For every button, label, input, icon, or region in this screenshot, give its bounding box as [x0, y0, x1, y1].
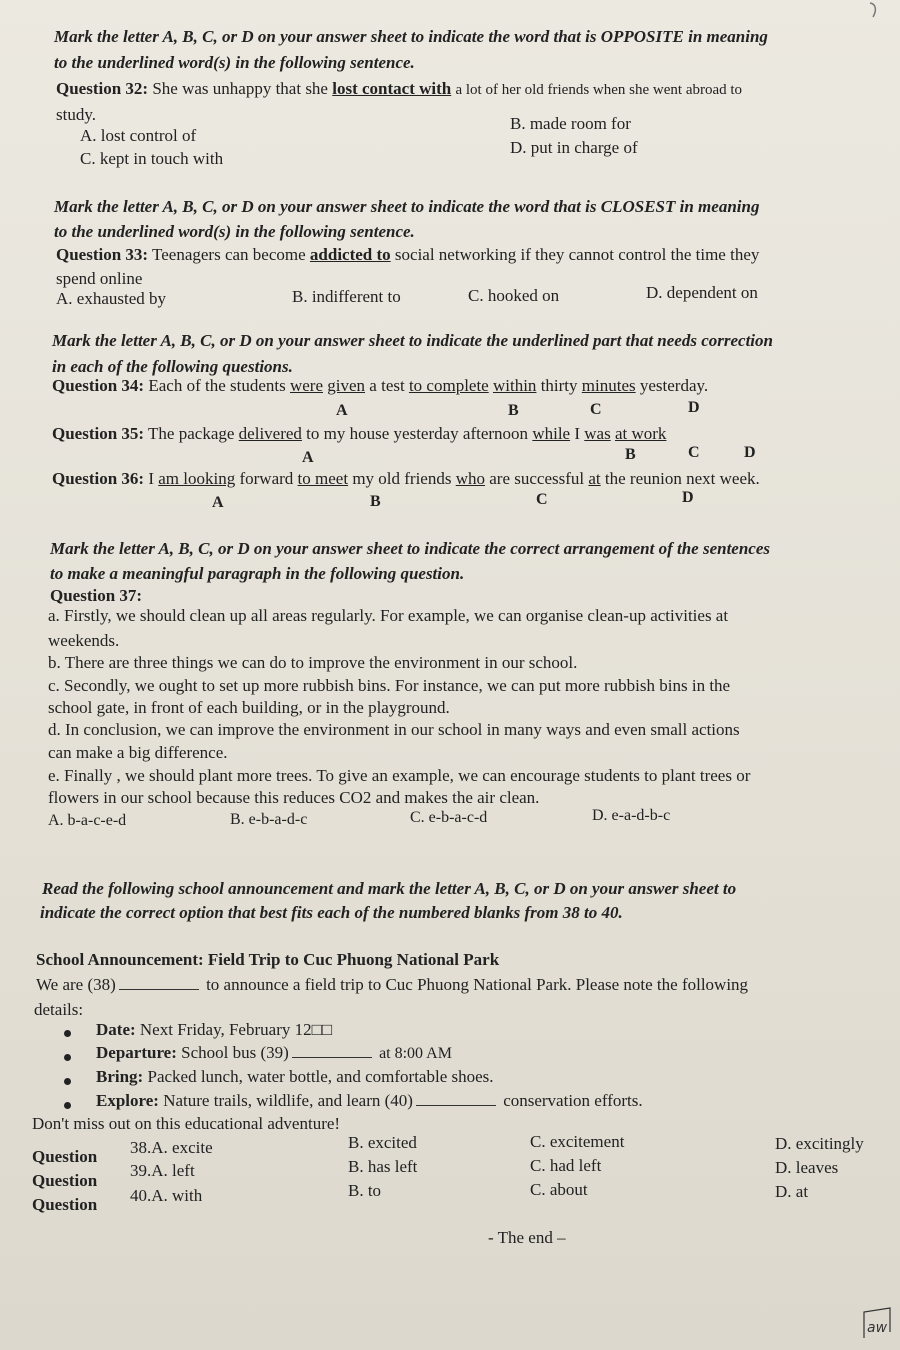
sentence-c: c. Secondly, we ought to set up more rubbish bins. For instance, we can put more rubbish bins in the: [48, 676, 731, 695]
end-marker: - The end –: [488, 1228, 566, 1247]
sentence-d: d. In conclusion, we can improve the environment in our school in many ways and even small actions: [48, 720, 740, 739]
q33-option-d: D. dependent on: [646, 283, 758, 302]
instruction-arrangement: Mark the letter A, B, C, or D on your answer sheet to indicate the correct arrangement of the sentences: [50, 539, 770, 558]
underlined-phrase: lost contact with: [332, 79, 452, 98]
q34-marker-a: A: [336, 402, 348, 419]
q36-marker-c: C: [536, 491, 548, 508]
q34-marker-c: C: [590, 401, 602, 418]
q40-number-option-a: 40.A. with: [130, 1186, 203, 1205]
q32-option-c: C. kept in touch with: [80, 149, 224, 168]
question-35: Question 35: The package delivered to my house yesterday afternoon while I was at work: [52, 424, 667, 443]
q39-option-d: D. leaves: [775, 1158, 839, 1177]
instruction-opposite-2: to the underlined word(s) in the following sentence.: [54, 53, 415, 72]
underlined-phrase: addicted to: [309, 245, 391, 264]
bullet-icon: [64, 1030, 71, 1037]
q33-option-c: C. hooked on: [468, 286, 560, 305]
q38-option-b: B. excited: [348, 1133, 417, 1152]
q40-option-c: C. about: [530, 1180, 588, 1199]
q36-marker-a: A: [212, 494, 224, 511]
instruction-announcement: Read the following school announcement and mark the letter A, B, C, or D on your answer sheet to: [42, 879, 737, 898]
question-36: Question 36: I am looking forward to meet my old friends who are successful at the reunion next week.: [52, 469, 760, 488]
announcement-title: School Announcement: Field Trip to Cuc Phuong National Park: [36, 950, 500, 969]
instruction-opposite: Mark the letter A, B, C, or D on your answer sheet to indicate the word that is OPPOSITE in meaning: [54, 27, 768, 46]
instruction-correction-2: in each of the following questions.: [52, 357, 293, 376]
question-34: Question 34: Each of the students were given a test to complete within thirty minutes yesterday.: [52, 376, 709, 395]
instruction-closest-2: to the underlined word(s) in the following sentence.: [54, 222, 415, 241]
bullet-icon: [64, 1102, 71, 1109]
q37-option-c: C. e-b-a-c-d: [410, 809, 488, 826]
bullet-icon: [64, 1078, 71, 1085]
question-32: Question 32: She was unhappy that she lost contact with a lot of her old friends when she went abroad to: [56, 79, 743, 98]
q33-option-b: B. indifferent to: [292, 287, 401, 306]
q35-marker-b: B: [625, 446, 636, 463]
q36-marker-d: D: [682, 489, 694, 506]
blank-38: [119, 975, 199, 990]
announcement-line-2: details:: [34, 1000, 84, 1019]
announcement-line-1: We are (38) to announce a field trip to Cuc Phuong National Park. Please note the following: [36, 975, 749, 994]
sentence-c-cont: school gate, in front of each building, or in the playground.: [48, 698, 450, 717]
detail-date: Date: Next Friday, February 12□□: [96, 1020, 333, 1039]
q38-option-d: D. excitingly: [775, 1134, 864, 1153]
q40-option-b: B. to: [348, 1181, 382, 1200]
announcement-closing: Don't miss out on this educational adventure!: [32, 1114, 341, 1133]
q37-option-a: A. b-a-c-e-d: [48, 812, 127, 829]
q35-marker-c: C: [688, 444, 700, 461]
handwritten-signature-icon: [860, 1302, 896, 1342]
instruction-announcement-2: indicate the correct option that best fits each of the numbered blanks from 38 to 40.: [40, 903, 623, 922]
page-corner-mark-icon: [868, 2, 880, 18]
svg-text:aw: aw: [867, 1320, 888, 1336]
question-33-cont: spend online: [56, 269, 143, 288]
q40-option-d: D. at: [775, 1182, 809, 1201]
q38-option-c: C. excitement: [530, 1132, 625, 1151]
bullet-icon: [64, 1054, 71, 1061]
q32-option-b: B. made room for: [510, 114, 631, 133]
sentence-e-cont: flowers in our school because this reduces CO2 and makes the air clean.: [48, 788, 540, 807]
q39-option-b: B. has left: [348, 1157, 418, 1176]
question-38-label: Question: [32, 1147, 98, 1166]
instruction-arrangement-2: to make a meaningful paragraph in the following question.: [50, 564, 465, 583]
question-39-label: Question: [32, 1171, 98, 1190]
q37-option-b: B. e-b-a-d-c: [230, 811, 308, 828]
sentence-a-cont: weekends.: [48, 631, 120, 650]
detail-departure: Departure: School bus (39) at 8:00 AM: [96, 1043, 452, 1062]
q39-number-option-a: 39.A. left: [130, 1161, 195, 1180]
question-32-cont: study.: [56, 105, 96, 124]
instruction-closest: Mark the letter A, B, C, or D on your answer sheet to indicate the word that is CLOSEST in meaning: [54, 197, 760, 216]
blank-40: [416, 1091, 496, 1106]
question-40-label: Question: [32, 1195, 98, 1214]
blank-39: [292, 1043, 372, 1058]
q36-marker-b: B: [370, 493, 381, 510]
q35-marker-a: A: [302, 449, 314, 466]
sentence-b: b. There are three things we can do to improve the environment in our school.: [48, 653, 578, 672]
q35-marker-d: D: [744, 444, 756, 461]
q32-option-d: D. put in charge of: [510, 138, 638, 157]
question-33: Question 33: Teenagers can become addicted to social networking if they cannot control the time they: [56, 245, 760, 264]
question-37-label: Question 37:: [50, 586, 143, 605]
sentence-e: e. Finally , we should plant more trees. To give an example, we can encourage students to plant trees or: [48, 766, 751, 785]
q38-number-option-a: 38.A. excite: [130, 1138, 213, 1157]
detail-explore: Explore: Nature trails, wildlife, and learn (40) conservation efforts.: [96, 1091, 643, 1110]
sentence-d-cont: can make a big difference.: [48, 743, 228, 762]
sentence-a: a. Firstly, we should clean up all areas regularly. For example, we can organise clean-up activities at: [48, 606, 729, 625]
instruction-correction: Mark the letter A, B, C, or D on your answer sheet to indicate the underlined part that needs correction: [52, 331, 773, 350]
q37-option-d: D. e-a-d-b-c: [592, 807, 671, 824]
q34-marker-d: D: [688, 399, 700, 416]
q34-marker-b: B: [508, 402, 519, 419]
q32-option-a: A. lost control of: [80, 126, 197, 145]
q39-option-c: C. had left: [530, 1156, 602, 1175]
detail-bring: Bring: Packed lunch, water bottle, and comfortable shoes.: [96, 1067, 494, 1086]
q33-option-a: A. exhausted by: [56, 289, 167, 308]
